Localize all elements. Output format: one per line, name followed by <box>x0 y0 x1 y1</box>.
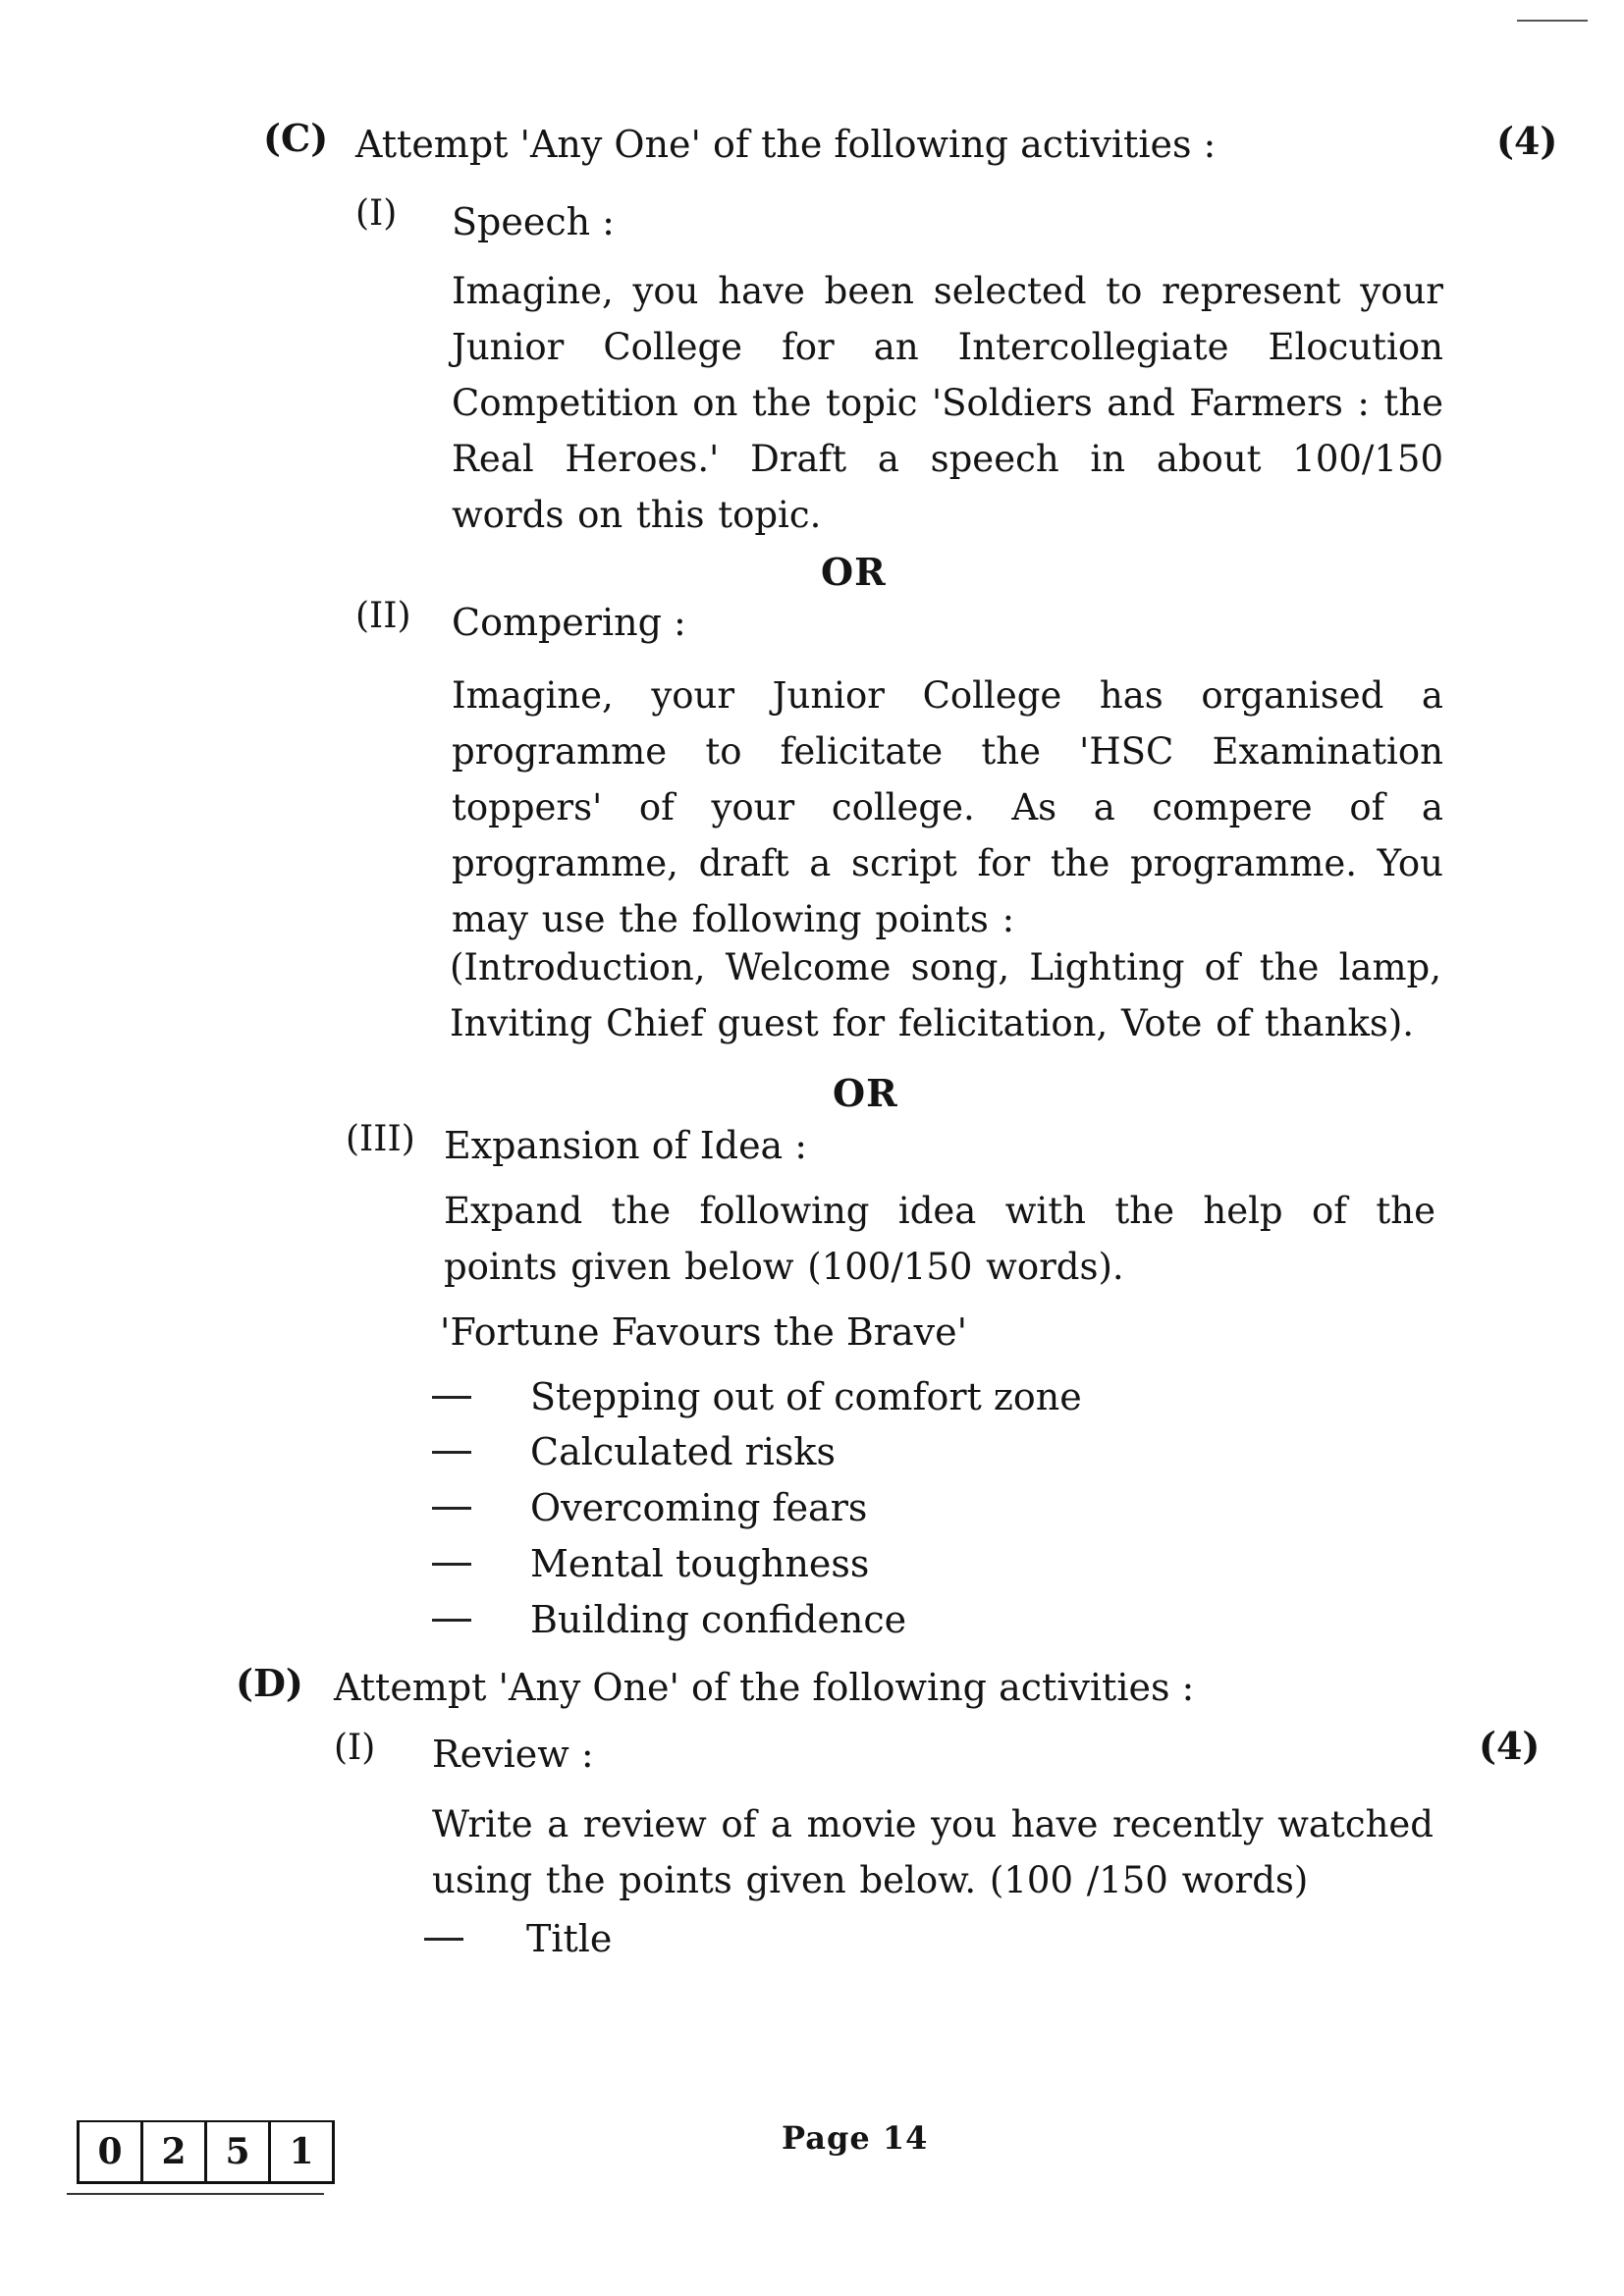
item-expansion-body: Expand the following idea with the help of the points given below (100/150 words). <box>444 1190 1435 1288</box>
item-speech-numeral: (I) <box>355 193 398 234</box>
or-separator-2: OR <box>833 1071 898 1115</box>
bullet-text: Title <box>526 1917 613 1960</box>
item-speech-title: Speech : <box>452 200 615 243</box>
bullet-text: Stepping out of comfort zone <box>530 1375 1082 1418</box>
item-compering-points: (Introduction, Welcome song, Lighting of the lamp, Inviting Chief guest for felicitation, Vote of thanks). <box>450 946 1441 1044</box>
item-compering-numeral: (II) <box>355 596 411 636</box>
section-c-marks: (4) <box>1496 119 1558 163</box>
item-review-numeral: (I) <box>334 1728 376 1768</box>
bullet-text: Building confidence <box>530 1598 907 1641</box>
bullet-text: Mental toughness <box>530 1542 870 1585</box>
corner-rule <box>1517 20 1588 22</box>
item-expansion-title: Expansion of Idea : <box>444 1124 808 1167</box>
paper-code-box <box>77 2120 335 2184</box>
section-c-instruction: Attempt 'Any One' of the following activities : <box>355 123 1217 166</box>
item-compering-body: Imagine, your Junior College has organised a programme to felicitate the 'HSC Examination toppers' of your college. As a compere of a programme, draft a script for the programme. You may use the following points : <box>452 674 1443 940</box>
code-digit: 1 <box>268 2122 332 2181</box>
item-speech-body: Imagine, you have been selected to represent your Junior College for an Intercollegiate Elocution Competition on the topic 'Soldiers and Farmers : the Real Heroes.' Draft a speech in about 100/150 words on this topic. <box>452 270 1443 536</box>
or-separator-1: OR <box>821 550 887 594</box>
section-d-label: (D) <box>236 1661 303 1705</box>
footer-rule <box>67 2193 324 2195</box>
item-compering-title: Compering : <box>452 601 686 644</box>
section-c-label: (C) <box>263 116 329 160</box>
list-item <box>432 1483 1119 1532</box>
list-item <box>432 1595 1119 1644</box>
code-digit: 5 <box>204 2122 268 2181</box>
dash-icon <box>432 1451 471 1454</box>
item-expansion-quote: 'Fortune Favours the Brave' <box>440 1310 968 1354</box>
page-number: Page 14 <box>782 2119 929 2157</box>
dash-icon <box>432 1507 471 1510</box>
bullet-text: Calculated risks <box>530 1430 836 1473</box>
list-item <box>432 1372 1119 1421</box>
code-digit: 0 <box>97 2131 123 2172</box>
item-review-title: Review : <box>432 1733 594 1776</box>
item-review-body: Write a review of a movie you have recently watched using the points given below. (100 /150 words) <box>432 1803 1434 1901</box>
dash-icon <box>432 1563 471 1566</box>
list-item <box>424 1914 1111 1963</box>
dash-icon <box>432 1396 471 1399</box>
dash-icon <box>432 1619 471 1622</box>
list-item <box>432 1539 1119 1588</box>
dash-icon <box>424 1938 463 1941</box>
bullet-text: Overcoming fears <box>530 1486 868 1529</box>
section-d-marks: (4) <box>1479 1724 1541 1768</box>
item-expansion-numeral: (III) <box>346 1119 415 1159</box>
list-item <box>432 1427 1119 1476</box>
section-d-instruction: Attempt 'Any One' of the following activities : <box>334 1666 1195 1709</box>
code-digit: 2 <box>140 2122 204 2181</box>
